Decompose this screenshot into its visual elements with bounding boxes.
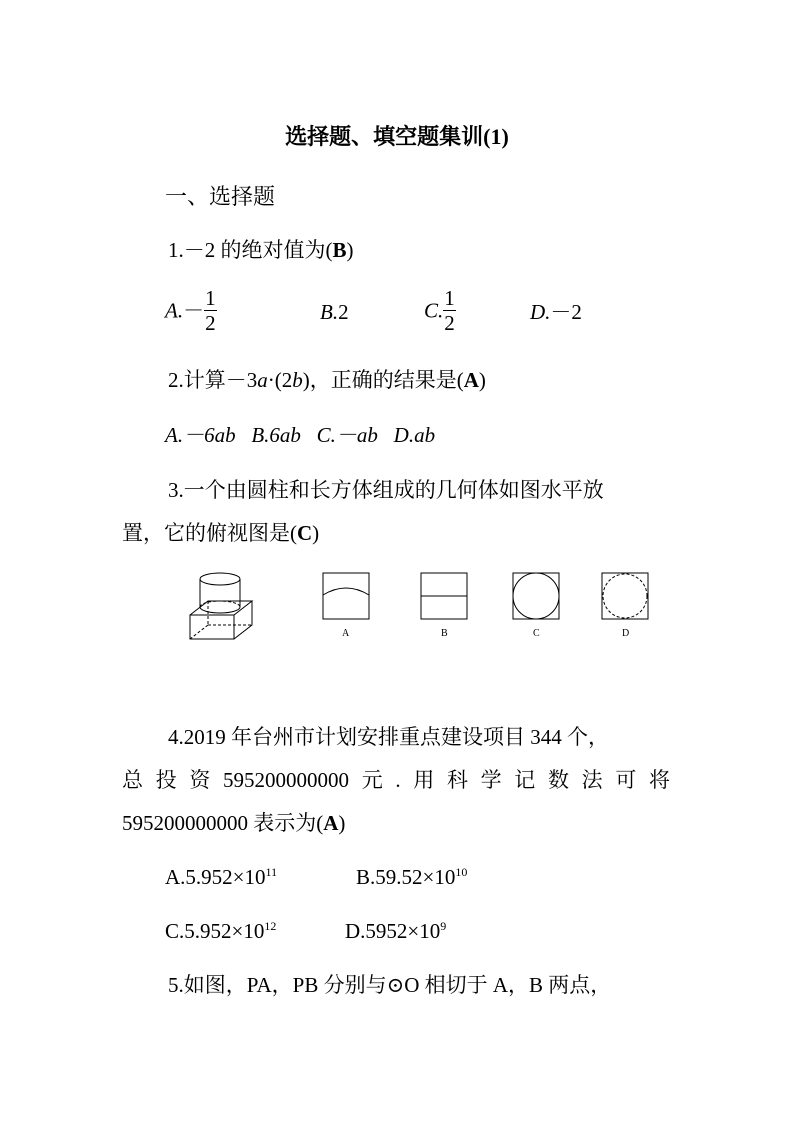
figure-label-b: B — [441, 628, 448, 639]
question-1-option-c: C. $\frac{1}{2}$ — [424, 286, 455, 335]
question-4-option-b: $B.59.52\times 10^{10}$ — [356, 865, 468, 889]
question-2-option-a: A.－6ab — [165, 423, 236, 447]
hidden-edges — [190, 601, 252, 639]
cylinder-top — [200, 573, 240, 585]
question-2-option-c: C.－ab — [316, 423, 378, 447]
question-4-answer: A — [323, 811, 339, 835]
section-heading: 一、选择题 — [165, 184, 276, 209]
figure-label-c: C — [533, 628, 540, 639]
question-1-option-b: B.2 — [320, 300, 349, 324]
solid-figure — [190, 573, 252, 639]
question-2-option-b: B.6ab — [251, 423, 301, 447]
figure-option-b — [421, 573, 467, 619]
question-2-option-d: D.ab — [393, 423, 436, 447]
question-4-option-a: $A.5.952\times 10^{11}$ — [165, 865, 278, 889]
question-5-line-1: 5.如图，PA，PB 分别与⊙O 相切于 A，B 两点， — [168, 973, 612, 997]
figure-label-a: A — [342, 628, 350, 639]
figure-option-a — [323, 573, 369, 619]
question-4-line-1: 4.2019 年台州市计划安排重点建设项目 344 个， — [168, 725, 609, 749]
question-3-line-1: 3.一个由圆柱和长方体组成的几何体如图水平放 — [168, 478, 604, 502]
figure-label-d: D — [622, 628, 630, 639]
question-3-answer: C — [297, 521, 313, 545]
box-side — [234, 601, 252, 639]
cylinder-bottom — [200, 607, 240, 613]
fraction: $\frac{1}{2}$ — [205, 286, 216, 335]
question-4-option-d: $D.5952\times 10^9$ — [345, 919, 447, 943]
question-1-stem: 1.－2 的绝对值为(B) — [168, 238, 354, 262]
box-front — [190, 615, 234, 639]
question-1-option-d: D.－2 — [530, 300, 582, 324]
figure-option-d — [602, 573, 648, 619]
fraction: $\frac{1}{2}$ — [444, 286, 455, 335]
question-2-stem: 2.计算－3a·(2b)，正确的结果是(A) — [168, 368, 486, 392]
page-title: 选择题、填空题集训(1) — [285, 124, 509, 149]
question-4-line-2: 总 投 资 595200000000 元 . 用 科 学 记 数 法 可 将 — [122, 768, 670, 792]
question-3-line-2: 置，它的俯视图是(C) — [122, 521, 320, 545]
question-2-answer: A — [463, 368, 479, 392]
question-1-option-a: A.－ $\frac{1}{2}$ — [165, 286, 216, 335]
figure-option-c — [513, 573, 559, 619]
question-1-answer: B — [332, 238, 347, 262]
question-2-options — [165, 420, 435, 450]
question-4-option-c: $C.5.952\times 10^{12}$ — [165, 919, 277, 943]
question-4-line-3: 595200000000 表示为(A) — [122, 811, 346, 835]
question-3-figure — [180, 565, 680, 650]
